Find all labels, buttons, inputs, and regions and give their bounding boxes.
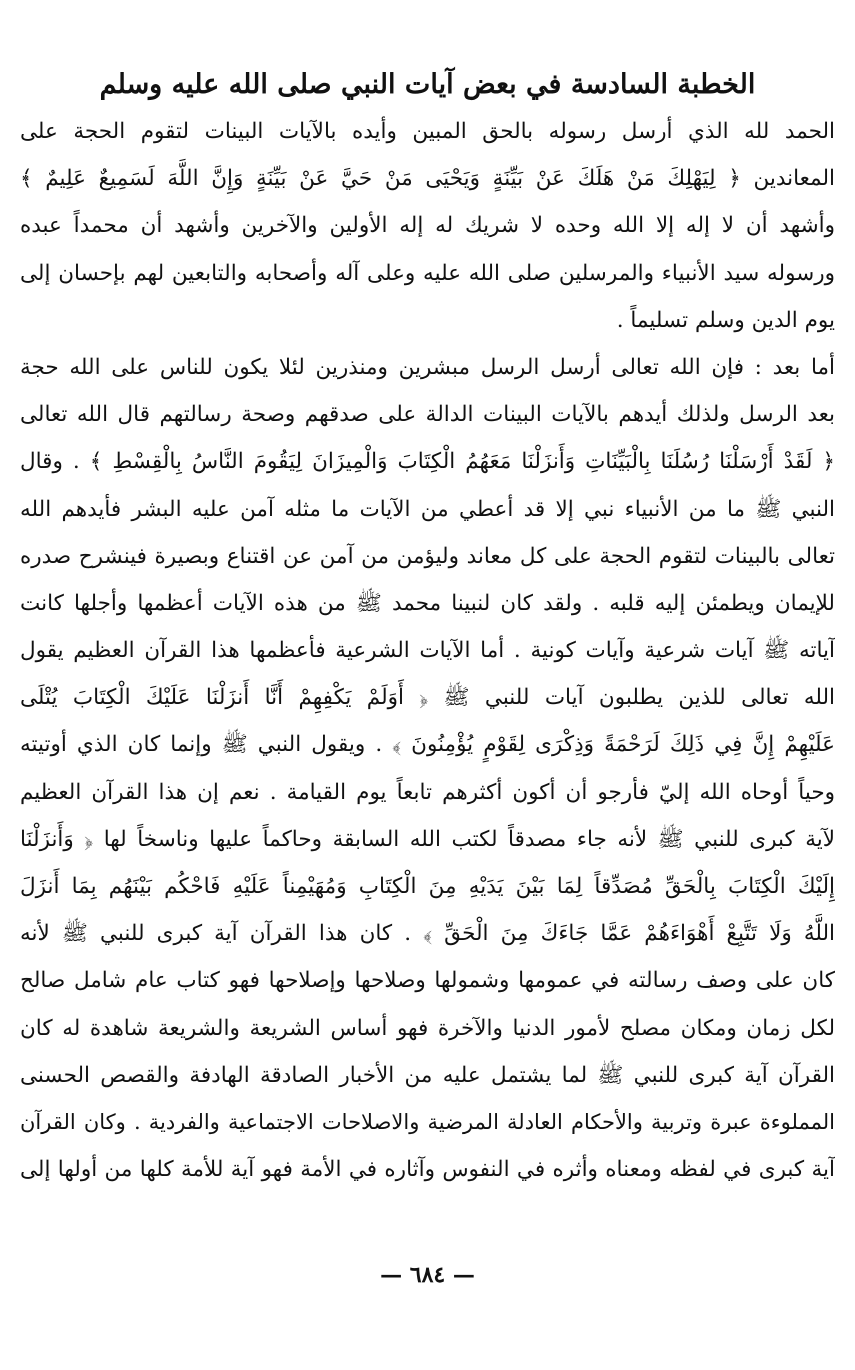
text-line: للإيمان ويطمئن إليه قلبه . ولقد كان لنبينا محمد ﷺ من هذه الآيات أعظمها وأجلها كانت — [20, 590, 835, 616]
text-line: كان على وصف رسالته في عمومها وشمولها وصلاحها وإصلاحها فهو كتاب عام شامل صالح — [20, 968, 835, 994]
text-line: وحياً أوحاه الله إليّ فأرجو أن أكون أكثرهم تابعاً يوم القيامة . نعم إن هذا القرآن العظيم — [20, 779, 835, 805]
sermon-title: الخطبة السادسة في بعض آيات النبي صلى الله عليه وسلم — [99, 69, 756, 100]
text-line: تعالى بالبينات لتقوم الحجة على كل معاند وليؤمن من آمن عن اقتناع وبصيرة فينشرح صدره — [20, 543, 835, 569]
paragraph-body — [20, 344, 835, 1193]
text-line: يوم الدين وسلم تسليماً . — [616, 307, 835, 333]
text-line: ورسوله سيد الأنبياء والمرسلين صلى الله عليه وعلى آله وأصحابه والتابعين لهم بإحسان إلى — [20, 260, 835, 286]
text-line: لكل زمان ومكان مصلح لأمور الدنيا والآخرة فهو أساس الشريعة والشريعة شاهدة له كان — [20, 1015, 835, 1041]
paragraph-opening — [20, 108, 835, 344]
text-line: وأشهد أن لا إله إلا الله وحده لا شريك له إله الأولين والآخرين وأشهد أن محمداً عبده — [20, 213, 835, 239]
text-line: الحمد لله الذي أرسل رسوله بالحق المبين وأيده بالآيات البينات لتقوم الحجة على — [20, 119, 835, 144]
text-line: ﴿ لَقَدْ أَرْسَلْنَا رُسُلَنَا بِالْبَيِّنَاتِ وَأَنزَلْنَا مَعَهُمُ الْكِتَابَ وَالْمِيزَانَ لِيَقُومَ النَّاسُ بِالْقِسْطِ ﴾ . وقال — [20, 449, 835, 475]
text-line: إِلَيْكَ الْكِتَابَ بِالْحَقِّ مُصَدِّقاً لِمَا بَيْنَ يَدَيْهِ مِنَ الْكِتَابِ وَمُهَيْمِناً عَلَيْهِ فَاحْكُم بَيْنَهُم بِمَا أَنزَلَ — [20, 874, 835, 899]
text-line: بعد الرسل ولذلك أيدهم بالآيات البينات الدالة على صدقهم وصحة رسالتهم قال الله تعالى — [20, 402, 835, 428]
text-line: أما بعد : فإن الله تعالى أرسل الرسل مبشرين ومنذرين لئلا يكون للناس على الله حجة — [20, 354, 835, 380]
text-line: النبي ﷺ ما من الأنبياء نبي إلا قد أعطي من الآيات ما مثله آمن عليه البشر فأيدهم الله — [20, 496, 835, 522]
text-line: المملوءة عبرة وتربية والأحكام العادلة المرضية والاصلاحات الاجتماعية والفردية . وكان القرآن — [20, 1109, 835, 1134]
text-line: آياته ﷺ آيات شرعية وآيات كونية . أما الآيات الشرعية فأعظمها هذا القرآن العظيم يقول — [20, 638, 835, 664]
text-line: الله تعالى للذين يطلبون آيات للنبي ﷺ ﴿ أَوَلَمْ يَكْفِهِمْ أَنَّا أَنزَلْنَا عَلَيْكَ الْكِتَابَ يُتْلَى — [20, 685, 835, 711]
text-line: القرآن آية كبرى للنبي ﷺ لما يشتمل عليه من الأخبار الصادقة الهادفة والقصص الحسنى — [20, 1062, 835, 1088]
text-line: عَلَيْهِمْ إِنَّ فِي ذَلِكَ لَرَحْمَةً وَذِكْرَى لِقَوْمٍ يُؤْمِنُونَ ﴾ . ويقول النبي ﷺ وإنما كان الذي أوتيته — [20, 732, 835, 758]
text-line: المعاندين ﴿ لِيَهْلِكَ مَنْ هَلَكَ عَنْ بَيِّنَةٍ وَيَحْيَى مَنْ حَيَّ عَنْ بَيِّنَةٍ وَإِنَّ اللَّهَ لَسَمِيعٌ عَلِيمٌ ﴾ — [20, 166, 835, 192]
text-line: اللَّهُ وَلَا تَتَّبِعْ أَهْوَاءَهُمْ عَمَّا جَاءَكَ مِنَ الْحَقِّ ﴾ . كان هذا القرآن آية كبرى للنبي ﷺ لأنه — [20, 921, 835, 947]
page-number: — ٦٨٤ — — [380, 1262, 475, 1288]
text-line: آية كبرى في لفظه ومعناه وأثره في النفوس وآثاره في الأمة فهو آية للأمة كلها من أولها إلى — [20, 1157, 835, 1183]
text-line: لآية كبرى للنبي ﷺ لأنه جاء مصدقاً لكتب الله السابقة وحاكماً عليها وناسخاً لها ﴿ وَأَنزَلْنَا — [20, 826, 835, 852]
